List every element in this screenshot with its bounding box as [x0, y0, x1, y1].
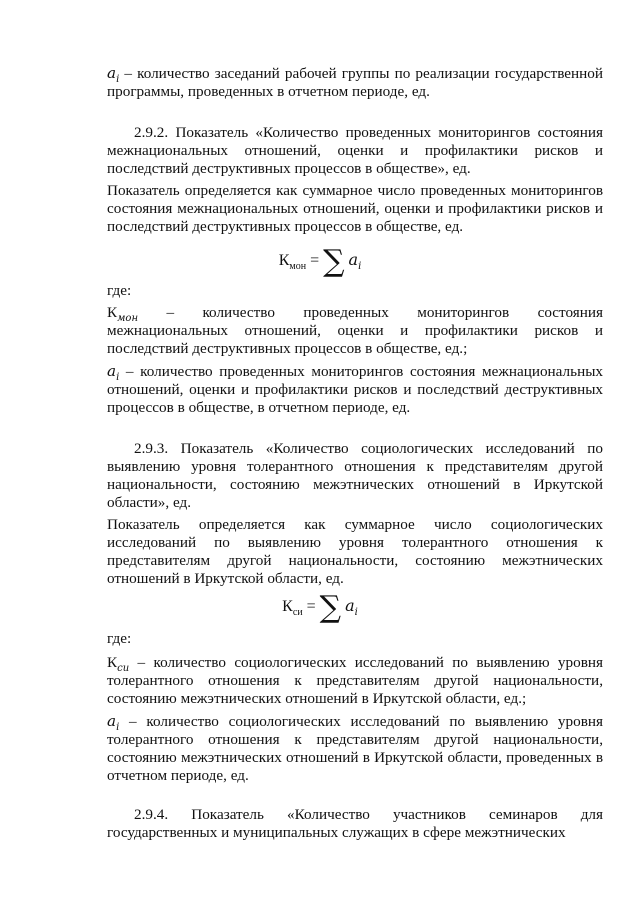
- formula-equals: =: [306, 598, 316, 615]
- formula-k-si: [0, 590, 640, 625]
- where-label: где:: [107, 630, 132, 647]
- symbol-k: К: [107, 304, 118, 321]
- formula-var-subscript: i: [354, 607, 358, 619]
- formula-lhs: К: [282, 598, 293, 615]
- section-2-9-2-definition: Показатель определяется как суммарное число проведенных мониторингов состояния межнациональных отношений, оценки и профилактики рисков и последствий деструктивных процессов в обществе, ед.: [107, 182, 603, 235]
- definition-text: – количество проведенных мониторингов состояния межнациональных отношений, оценки и профилактики рисков и последствий деструктивных процессов в обществе, ед.;: [107, 304, 603, 357]
- variable-subscript: i: [116, 74, 120, 86]
- definition-k-mon: [107, 304, 603, 358]
- paragraph-ai-definition: [107, 64, 603, 101]
- definition-text: – количество социологических исследований по выявлению уровня толерантного отношения к представителям другой национальности, состоянию межэтнических отношений в Иркутской области, ед.;: [107, 654, 603, 707]
- definition-text: – количество проведенных мониторингов состояния межнациональных отношений, оценки и профилактики рисков и последствий деструктивных процессов в обществе, в отчетном периоде, ед.: [107, 363, 603, 416]
- symbol-k-subscript: мон: [117, 313, 139, 325]
- section-2-9-2-heading: 2.9.2. Показатель «Количество проведенных мониторингов состояния межнациональных отношений, оценки и профилактики рисков и последствий деструктивных процессов в обществе», ед.: [107, 124, 603, 177]
- formula-lhs-subscript: си: [292, 607, 303, 619]
- definition-k-si: [107, 654, 603, 708]
- variable-subscript: i: [116, 722, 120, 734]
- variable-a: a: [107, 362, 117, 380]
- definition-ai-mon: [107, 362, 603, 417]
- variable-a: a: [107, 64, 117, 82]
- variable-subscript: i: [116, 372, 120, 384]
- formula-lhs: К: [278, 252, 290, 269]
- formula-var: a: [345, 596, 355, 615]
- variable-a: a: [107, 712, 117, 730]
- formula-var: a: [348, 250, 359, 269]
- summation-symbol: ∑: [319, 590, 342, 625]
- paragraph-text: – количество заседаний рабочей группы по реализации государственной программы, проведенных в отчетном периоде, ед.: [107, 65, 603, 100]
- where-label: где:: [107, 282, 132, 299]
- section-2-9-3-heading: 2.9.3. Показатель «Количество социологических исследований по выявлению уровня толерантного отношения к представителям другой национальности, состоянию межэтнических отношений в Иркутской области», ед.: [107, 440, 603, 511]
- definition-text: – количество социологических исследований по выявлению уровня толерантного отношения к представителям другой национальности, состоянию межэтнических отношений в Иркутской области, проведенных в отчетном периоде, ед.: [107, 713, 603, 784]
- section-2-9-4-heading: 2.9.4. Показатель «Количество участников семинаров для государственных и муниципальных служащих в сфере межэтнических: [107, 806, 603, 841]
- formula-var-subscript: i: [358, 261, 362, 273]
- symbol-k-subscript: си: [117, 663, 130, 675]
- definition-ai-si: [107, 712, 603, 785]
- section-2-9-3-definition: Показатель определяется как суммарное число социологических исследований по выявлению уровня толерантного отношения к представителям другой национальности, состоянию межэтнических отношений в Иркутской области, ед.: [107, 516, 603, 587]
- formula-lhs-subscript: мон: [289, 261, 307, 273]
- formula-equals: =: [310, 252, 320, 269]
- summation-symbol: ∑: [323, 244, 345, 279]
- formula-k-mon: [0, 244, 640, 279]
- symbol-k: К: [107, 654, 118, 671]
